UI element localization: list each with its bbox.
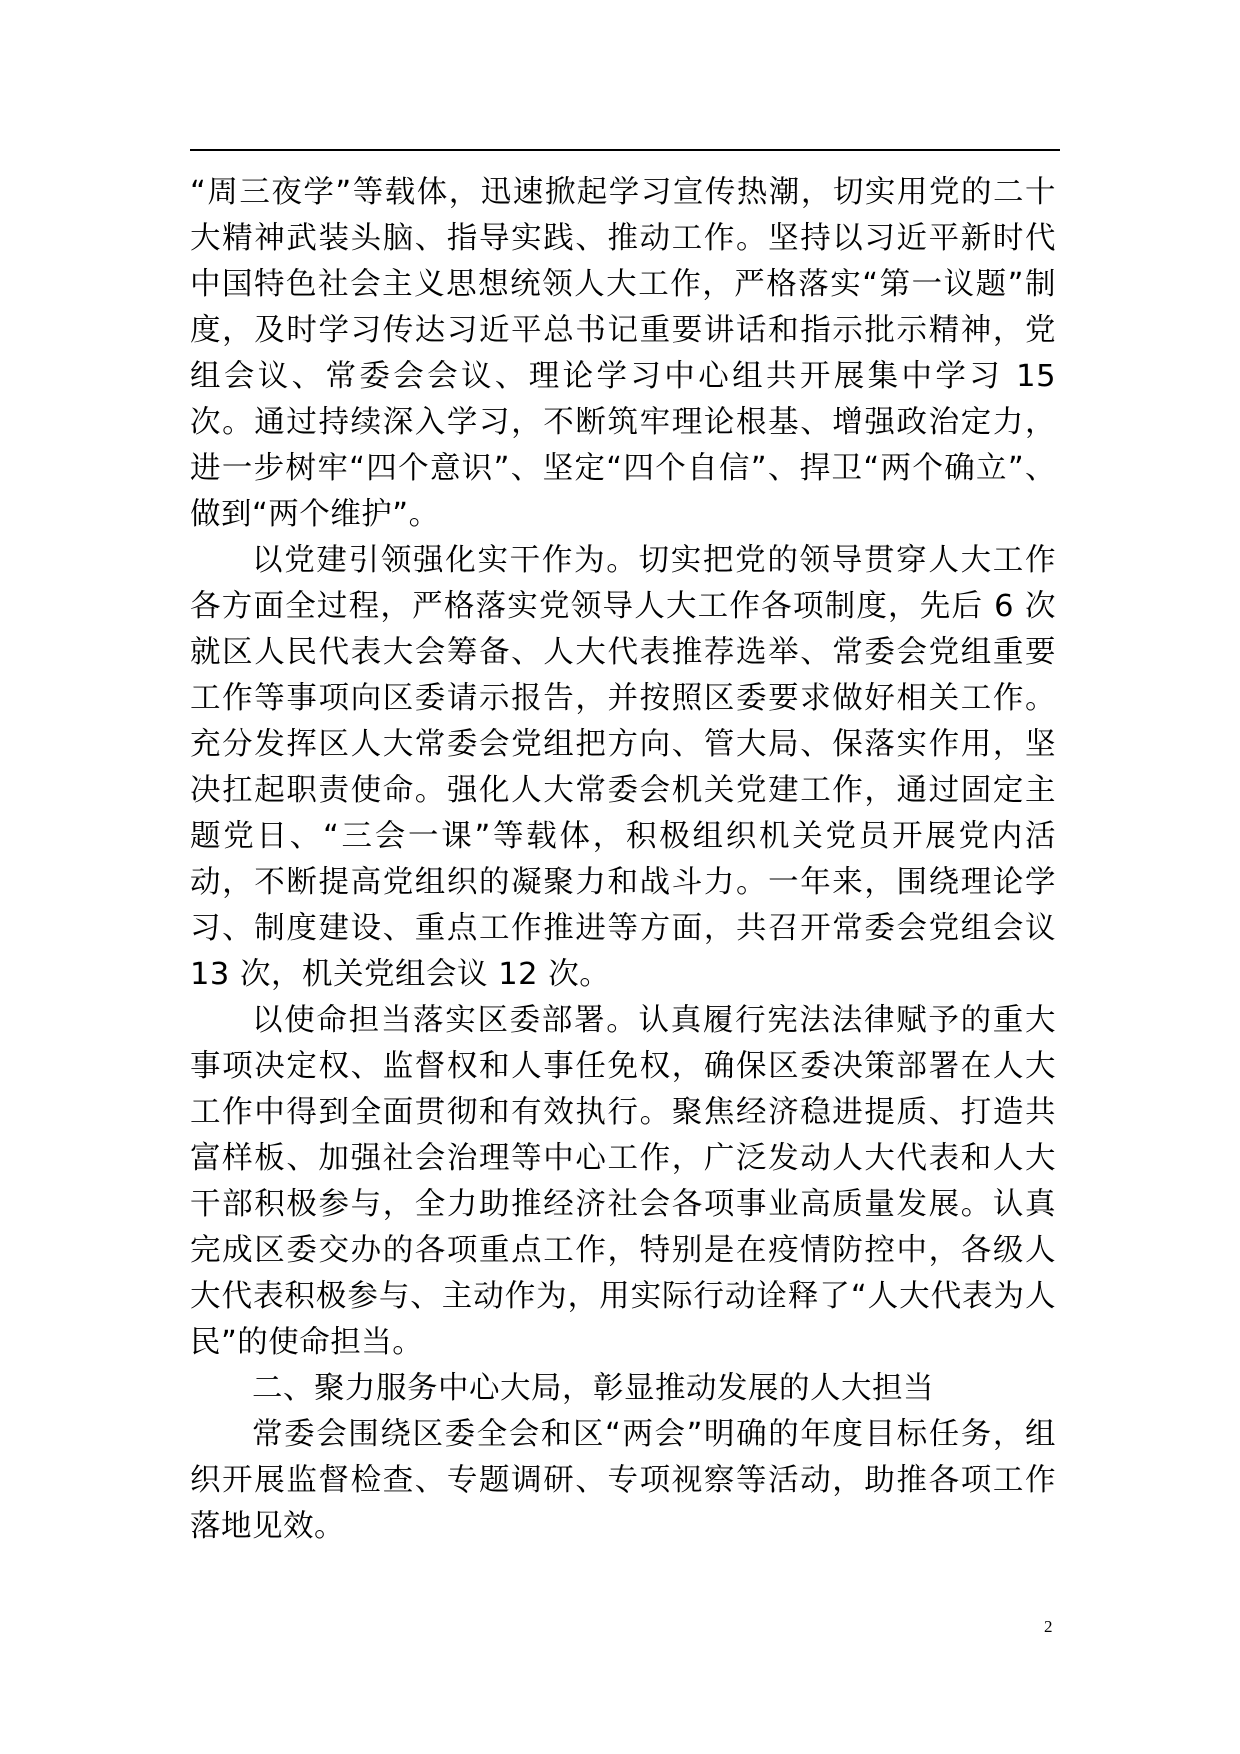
- section-heading: 二、聚力服务中心大局，彰显推动发展的人大担当: [252, 1371, 934, 1406]
- header-rule: [190, 149, 1060, 151]
- page-number: 2: [1044, 1617, 1053, 1636]
- document-body: [190, 170, 1056, 1550]
- paragraph-continuation: “周三夜学”等载体，迅速掀起学习宣传热潮，切实用党的二十大精神武装头脑、指导实践、推动工作。坚持以习近平新时代中国特色社会主义思想统领人大工作，严格落实“第一议题”制度，及时学习传达习近平总书记重要讲话和指示批示精神，党组会议、常委会会议、理论学习中心组共开展集中学习 15 次。通过持续深入学习，不断筑牢理论根基、增强政治定力，进一步树牢“四个意识”、坚定“四个自信”、捍卫“两个确立”、做到“两个维护”。: [190, 175, 1056, 532]
- paragraph-mission: 以使命担当落实区委部署。认真履行宪法法律赋予的重大事项决定权、监督权和人事任免权，确保区委决策部署在人大工作中得到全面贯彻和有效执行。聚焦经济稳进提质、打造共富样板、加强社会治理等中心工作，广泛发动人大代表和人大干部积极参与，全力助推经济社会各项事业高质量发展。认真完成区委交办的各项重点工作，特别是在疫情防控中，各级人大代表积极参与、主动作为，用实际行动诠释了“人大代表为人民”的使命担当。: [190, 1003, 1056, 1360]
- paragraph-standing-committee: 常委会围绕区委全会和区“两会”明确的年度目标任务，组织开展监督检查、专题调研、专项视察等活动，助推各项工作落地见效。: [190, 1417, 1056, 1544]
- paragraph-party-building: 以党建引领强化实干作为。切实把党的领导贯穿人大工作各方面全过程，严格落实党领导人大工作各项制度，先后 6 次就区人民代表大会筹备、人大代表推荐选举、常委会党组重要工作等事项向区委请示报告，并按照区委要求做好相关工作。充分发挥区人大常委会党组把方向、管大局、保落实作用，坚决扛起职责使命。强化人大常委会机关党建工作，通过固定主题党日、“三会一课”等载体，积极组织机关党员开展党内活动，不断提高党组织的凝聚力和战斗力。一年来，围绕理论学习、制度建设、重点工作推进等方面，共召开常委会党组会议 13 次，机关党组会议 12 次。: [190, 543, 1056, 992]
